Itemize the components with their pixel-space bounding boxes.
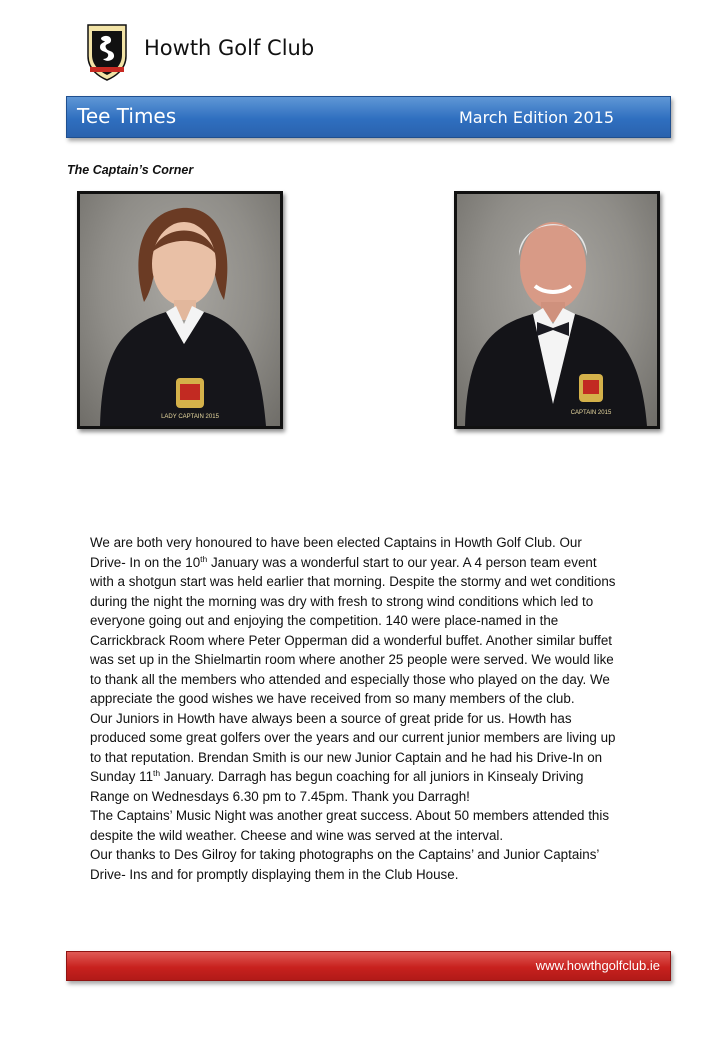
lady-captain-photo <box>77 191 283 429</box>
club-crest-icon <box>84 22 130 82</box>
footer-bar <box>66 951 671 981</box>
captain-photo <box>454 191 660 429</box>
article-paragraph: Our thanks to Des Gilroy for taking photographs on the Captains’ and Junior Captains’ Drive- Ins and for promptly displaying them in the Club House. <box>90 847 599 882</box>
newsletter-banner <box>66 96 671 138</box>
article-paragraph: Our Juniors in Howth have always been a source of great pride for us. Howth has produced some great golfers over the years and our current junior members are living up to that reputation. Brendan Smith is our new Junior Captain and he had his Drive-In on Sunday 11th January. Darragh has begun coaching for all juniors in Kinsealy Driving Range on Wednesdays 6.30 pm to 7.45pm. Thank you Darragh! <box>90 710 616 804</box>
website-link[interactable]: www.howthgolfclub.ie <box>535 958 660 973</box>
article-paragraph: The Captains’ Music Night was another great success. About 50 members attended this despite the wild weather. Cheese and wine was served at the interval. <box>90 808 610 843</box>
article-body <box>90 533 620 884</box>
edition-label: March Edition 2015 <box>458 108 614 127</box>
section-heading: The Captain’s Corner <box>67 163 194 177</box>
jacket-embroidery: CAPTAIN 2015 <box>570 410 612 416</box>
newsletter-title: Tee Times <box>77 104 177 128</box>
jacket-embroidery: LADY CAPTAIN 2015 <box>161 414 219 420</box>
club-name: Howth Golf Club <box>144 36 315 60</box>
article-paragraph: We are both very honoured to have been elected Captains in Howth Golf Club. Our Drive- In on the 10th January was a wonderful start to our year. A 4 person team event with a shotgun start was held earlier that morning. Despite the stormy and wet conditions during the night the morning was dry with fresh to strong wind conditions which led to everyone going out and enjoying the competition. 140 were place-named in the Carrickbrack Room where Peter Opperman did a wonderful buffet. Another similar buffet was set up in the Shielmartin room where another 25 people were served. We would like to thank all the members who attended and especially those who played on the day. We appreciate the good wishes we have received from so many members of the club. <box>90 535 616 706</box>
